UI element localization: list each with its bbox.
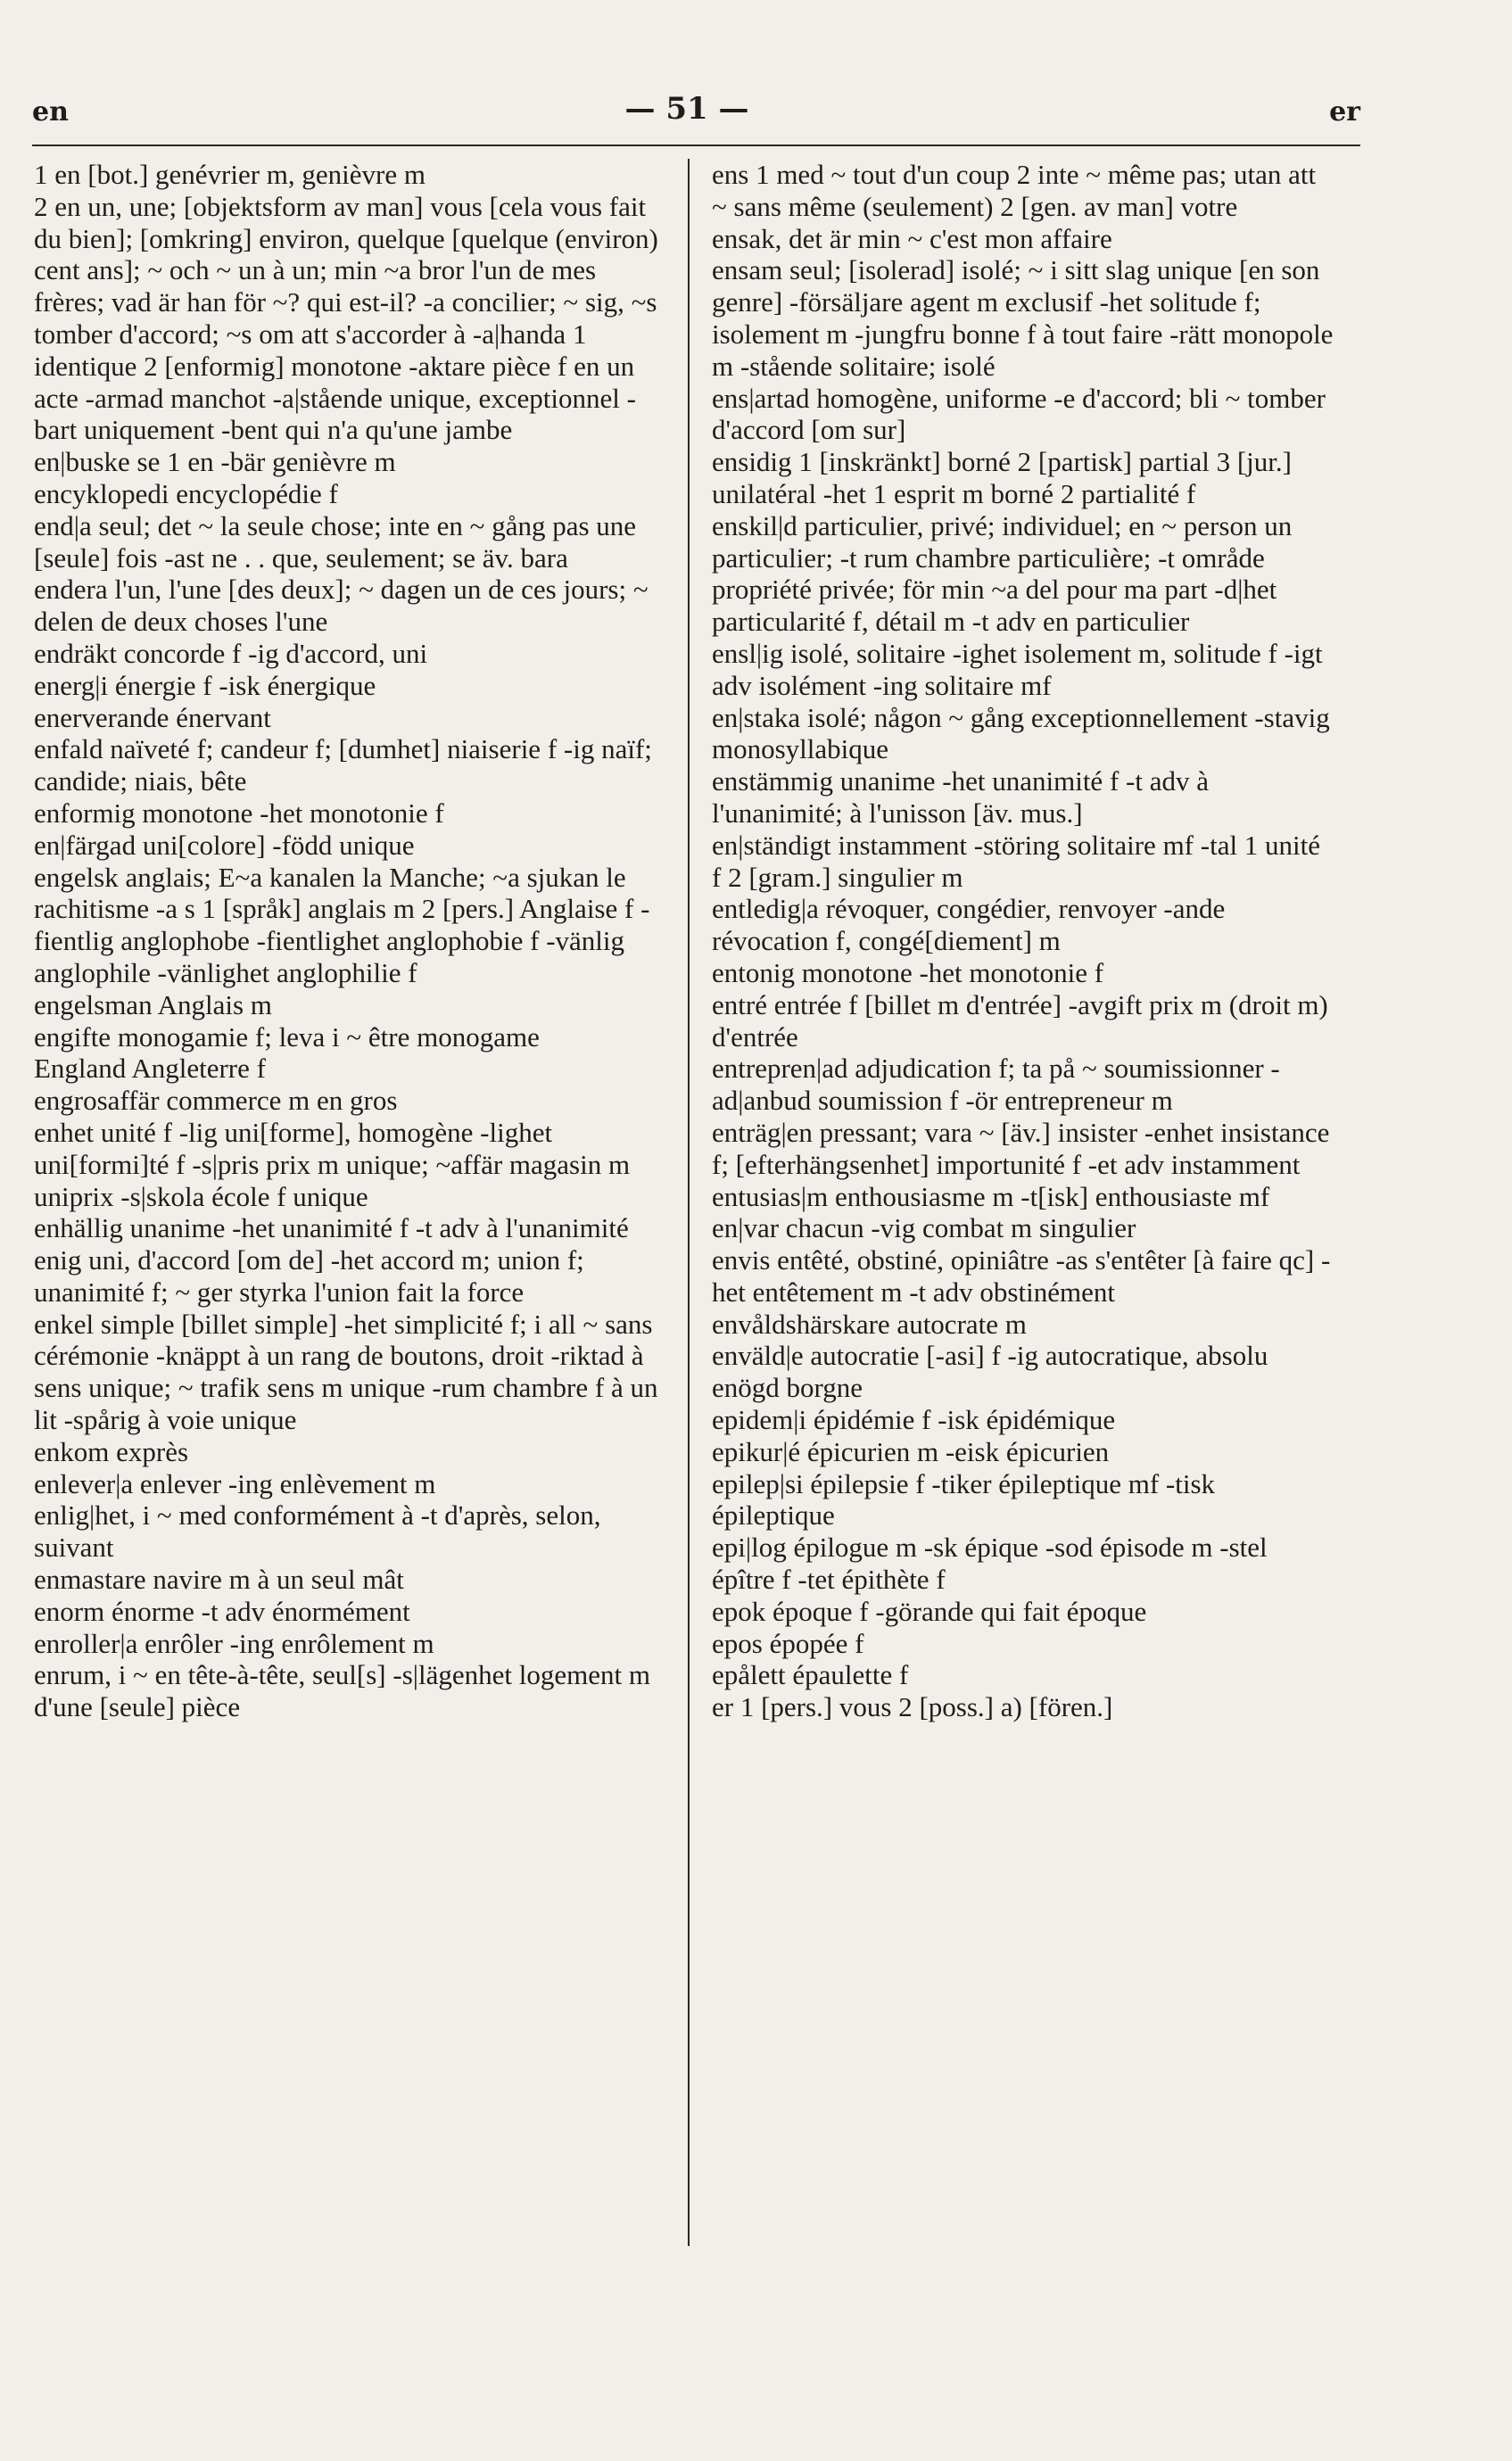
dictionary-entry: en|staka isolé; någon ~ gång exceptionnellement -stavig monosyllabique — [712, 701, 1330, 765]
dictionary-entry: 1 en [bot.] genévrier m, genièvre m — [34, 159, 426, 190]
dictionary-entry: epos épopée f — [712, 1627, 864, 1659]
dictionary-entry: ensak, det är min ~ c'est mon affaire — [712, 222, 1112, 254]
dictionary-entry: enögd borgne — [712, 1372, 863, 1404]
header-rule — [32, 145, 1360, 146]
dictionary-entry: engifte monogamie f; leva i ~ être monogame — [34, 1020, 540, 1053]
dictionary-entry: er 1 [pers.] vous 2 [poss.] a) [fören.] — [712, 1691, 1113, 1723]
dictionary-entry: enväld|e autocratie [-asi] f -ig autocratique, absolu — [712, 1340, 1268, 1372]
dictionary-entry: ensidig 1 [inskränkt] borné 2 [partisk] partial 3 [jur.] unilatéral -het 1 esprit m borné 2 partialité f — [712, 446, 1292, 509]
dictionary-entry: enskil|d particulier, privé; individuel; en ~ person un particulier; -t rum chambre particulière; -t område propriété privée; för min ~a del pour ma part -d|het particularité f, détail m -t adv en particulier — [712, 509, 1293, 638]
dictionary-entry: enhällig unanime -het unanimité f -t adv à l'unanimité — [34, 1212, 629, 1244]
running-head-left: en — [32, 96, 69, 128]
dictionary-entry: ensl|ig isolé, solitaire -ighet isolement m, solitude f -igt adv isolément -ing solitaire mf — [712, 637, 1323, 701]
dictionary-entry: enlig|het, i ~ med conformément à -t d'après, selon, suivant — [34, 1499, 601, 1564]
dictionary-entry: epi|log épilogue m -sk épique -sod épisode m -stel épître f -tet épithète f — [712, 1532, 1268, 1596]
dictionary-entry: ensam seul; [isolerad] isolé; ~ i sitt slag unique [en son genre] -försäljare agent m exclusif -het solitude f; isolement m -jungfru bonne f à tout faire -rätt monopole m -stående solitaire; isolé — [712, 254, 1334, 382]
dictionary-entry: enroller|a enrôler -ing enrôlement m — [34, 1627, 434, 1659]
dictionary-entry: enlever|a enlever -ing enlèvement m — [34, 1467, 436, 1499]
dictionary-entry: engelsman Anglais m — [34, 988, 272, 1020]
dictionary-entry: enmastare navire m à un seul mât — [34, 1564, 404, 1596]
dictionary-entry: entledig|a révoquer, congédier, renvoyer -ande révocation f, congé[diement] m — [712, 893, 1226, 957]
dictionary-entry: enstämmig unanime -het unanimité f -t adv à l'unanimité; à l'unisson [äv. mus.] — [712, 765, 1209, 829]
dictionary-entry: epikur|é épicurien m -eisk épicurien — [712, 1435, 1110, 1467]
dictionary-entry: endräkt concorde f -ig d'accord, uni — [34, 637, 428, 669]
dictionary-entry: entonig monotone -het monotonie f — [712, 956, 1104, 988]
dictionary-entry: enkel simple [billet simple] -het simplicité f; i all ~ sans cérémonie -knäppt à un rang de boutons, droit -riktad à sens unique; ~ trafik sens m unique -rum chambre f à un lit -spårig à voie unique — [34, 1308, 658, 1436]
dictionary-entry: en|buske se 1 en -bär genièvre m — [34, 446, 396, 478]
dictionary-entry: enrum, i ~ en tête-à-tête, seul[s] -s|lägenhet logement m d'une [seule] pièce — [34, 1659, 650, 1723]
running-head-right: er — [1329, 96, 1360, 128]
page-header — [0, 0, 1512, 152]
right-column — [712, 159, 1336, 1723]
dictionary-entry: entusias|m enthousiasme m -t[isk] enthousiaste mf — [712, 1180, 1270, 1212]
dictionary-entry: en|färgad uni[colore] -född unique — [34, 829, 415, 861]
dictionary-entry: entrepren|ad adjudication f; ta på ~ soumissionner -ad|anbud soumission f -ör entrepreneur m — [712, 1053, 1280, 1117]
dictionary-entry: 2 en un, une; [objektsform av man] vous [cela vous fait du bien]; [omkring] environ, quelque [quelque (environ) cent ans]; ~ och ~ un à un; min ~a bror l'un de mes frères; vad är han för ~? qui est-il? -a concilier; ~ sig, ~s tomber d'accord; ~s om att s'accorder à -a|handa 1 identique 2 [enformig] monotone -aktare pièce f en un acte -armad manchot -a|stående unique, exceptionnel -bart uniquement -bent qui n'a qu'une jambe — [34, 190, 658, 446]
dictionary-entry: ens|artad homogène, uniforme -e d'accord; bli ~ tomber d'accord [om sur] — [712, 382, 1326, 446]
dictionary-entry: envåldshärskare autocrate m — [712, 1308, 1027, 1340]
dictionary-entry: enerverande énervant — [34, 701, 271, 733]
page-number: — 51 — — [624, 91, 749, 127]
dictionary-entry: England Angleterre f — [34, 1053, 266, 1085]
dictionary-entry: end|a seul; det ~ la seule chose; inte en ~ gång pas une [seule] fois -ast ne . . que, seulement; se äv. bara — [34, 509, 637, 574]
dictionary-entry: epok époque f -görande qui fait époque — [712, 1595, 1147, 1627]
left-column — [34, 159, 672, 1723]
dictionary-entry: engelsk anglais; E~a kanalen la Manche; ~a sjukan le rachitisme -a s 1 [språk] anglais m 2 [pers.] Anglaise f -fientlig anglophobe -fientlighet anglophobie f -vänlig anglophile -vänlighet anglophilie f — [34, 861, 650, 988]
dictionary-entry: ens 1 med ~ tout d'un coup 2 inte ~ même pas; utan att ~ sans même (seulement) 2 [gen. av man] votre — [712, 159, 1317, 222]
dictionary-entry: epidem|i épidémie f -isk épidémique — [712, 1404, 1116, 1436]
dictionary-entry: enträg|en pressant; vara ~ [äv.] insister -enhet insistance f; [efterhängsenhet] importunité f -et adv instamment — [712, 1116, 1330, 1180]
dictionary-entry: engrosaffär commerce m en gros — [34, 1085, 398, 1117]
dictionary-entry: enhet unité f -lig uni[forme], homogène -lighet uni[formi]té f -s|pris prix m unique; ~affär magasin m uniprix -s|skola école f unique — [34, 1116, 631, 1212]
dictionary-entry: energ|i énergie f -isk énergique — [34, 669, 376, 701]
dictionary-entry: enformig monotone -het monotonie f — [34, 797, 444, 829]
dictionary-entry: encyklopedi encyclopédie f — [34, 477, 338, 509]
column-divider — [688, 159, 690, 2246]
dictionary-entry: enkom exprès — [34, 1435, 189, 1467]
dictionary-entry: endera l'un, l'une [des deux]; ~ dagen un de ces jours; ~ delen de deux choses l'une — [34, 574, 649, 638]
dictionary-entry: enorm énorme -t adv énormément — [34, 1595, 410, 1627]
dictionary-entry: entré entrée f [billet m d'entrée] -avgift prix m (droit m) d'entrée — [712, 988, 1328, 1053]
dictionary-entry: epålett épaulette f — [712, 1659, 909, 1691]
dictionary-entry: en|ständigt instamment -störing solitaire mf -tal 1 unité f 2 [gram.] singulier m — [712, 829, 1321, 893]
dictionary-entry: enig uni, d'accord [om de] -het accord m; union f; unanimité f; ~ ger styrka l'union fait la force — [34, 1244, 584, 1308]
dictionary-entry: en|var chacun -vig combat m singulier — [712, 1212, 1136, 1244]
dictionary-entry: envis entêté, obstiné, opiniâtre -as s'entêter [à faire qc] -het entêtement m -t adv obstinément — [712, 1244, 1331, 1308]
dictionary-entry: enfald naïveté f; candeur f; [dumhet] niaiserie f -ig naïf; candide; niais, bête — [34, 733, 652, 797]
dictionary-entry: epilep|si épilepsie f -tiker épileptique mf -tisk épileptique — [712, 1467, 1216, 1532]
